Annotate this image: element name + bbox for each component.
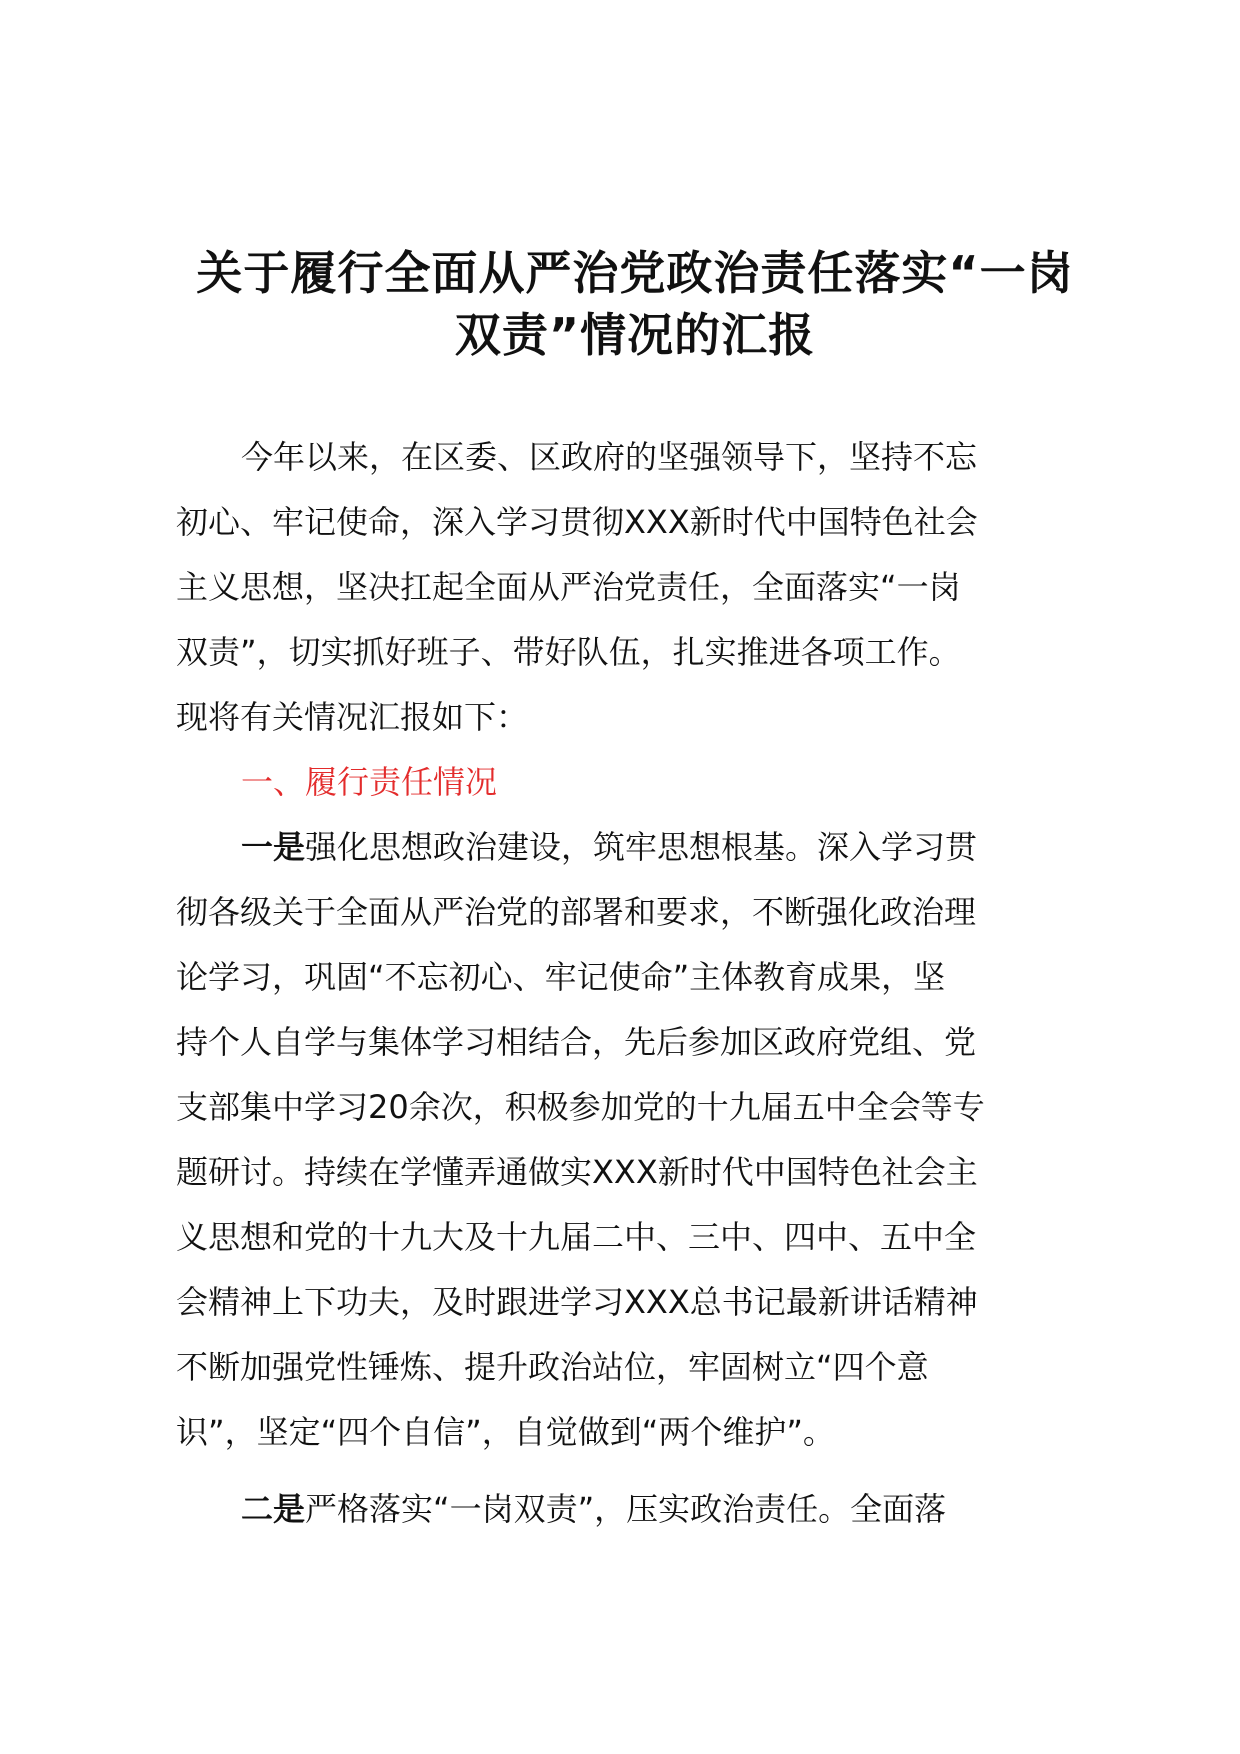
intro-line-2: 初心、牢记使命，深入学习贯彻XXX新时代中国特色社会 — [176, 503, 978, 541]
point1-line-9: 不断加强党性锤炼、提升政治站位，牢固树立“四个意 — [176, 1348, 929, 1386]
title-line-1: 关于履行全面从严治党政治责任落实“一岗 — [196, 246, 1074, 300]
intro-line-3: 主义思想，坚决扛起全面从严治党责任，全面落实“一岗 — [176, 568, 961, 606]
point2-lead: 二是 — [241, 1490, 306, 1528]
point2-first-line-text: 严格落实“一岗双责”，压实政治责任。全面落 — [305, 1490, 947, 1528]
point1-line-7: 义思想和党的十九大及十九届二中、三中、四中、五中全 — [176, 1218, 977, 1256]
intro-line-5: 现将有关情况汇报如下： — [176, 698, 529, 736]
point1-line-6: 题研讨。持续在学懂弄通做实XXX新时代中国特色社会主 — [176, 1153, 978, 1191]
point1-line-2: 彻各级关于全面从严治党的部署和要求，不断强化政治理 — [176, 893, 977, 931]
document-title — [170, 242, 1100, 366]
point1-line-4: 持个人自学与集体学习相结合，先后参加区政府党组、党 — [176, 1023, 977, 1061]
intro-line-1: 今年以来，在区委、区政府的坚强领导下，坚持不忘 — [241, 438, 978, 476]
point1-line-5: 支部集中学习20余次，积极参加党的十九届五中全会等专 — [176, 1088, 985, 1126]
intro-line-4: 双责”，切实抓好班子、带好队伍，扎实推进各项工作。 — [176, 633, 961, 671]
point1-line-8: 会精神上下功夫，及时跟进学习XXX总书记最新讲话精神 — [176, 1283, 978, 1321]
point2-first-line — [176, 1477, 1094, 1542]
title-line-2: 双责”情况的汇报 — [454, 308, 816, 362]
point1-line-3: 论学习，巩固“不忘初心、牢记使命”主体教育成果，坚 — [176, 958, 946, 996]
point1-lead: 一是 — [241, 828, 306, 866]
document-body — [176, 425, 1094, 1542]
point1-first-line — [176, 815, 1094, 880]
section-heading: 一、履行责任情况 — [241, 763, 498, 801]
point1-line-10: 识”，坚定“四个自信”，自觉做到“两个维护”。 — [176, 1413, 835, 1451]
point1-first-line-text: 强化思想政治建设，筑牢思想根基。深入学习贯 — [305, 828, 978, 866]
paragraph-gap — [176, 1465, 1094, 1477]
